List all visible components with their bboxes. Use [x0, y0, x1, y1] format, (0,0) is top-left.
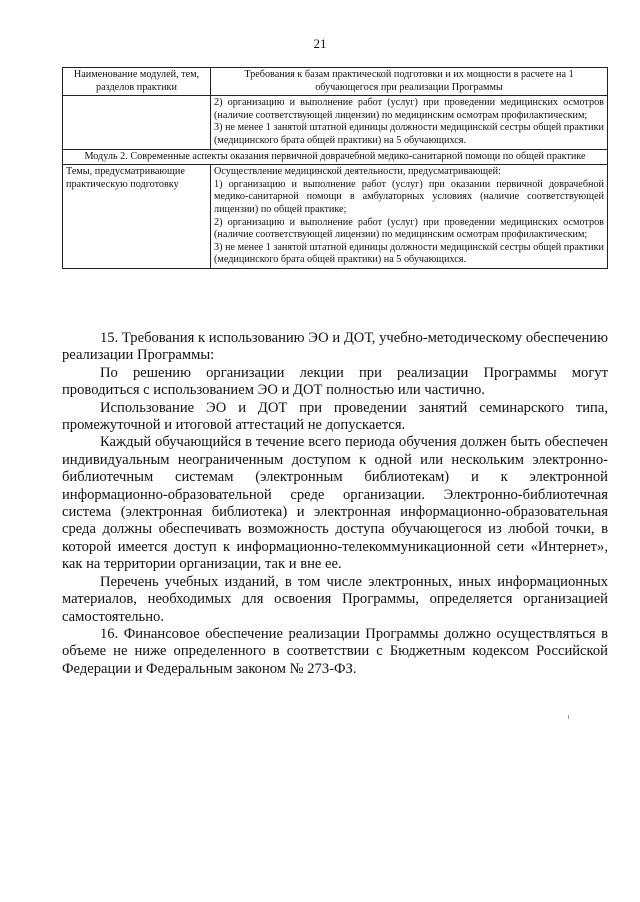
table-cell-topics: Темы, предусматривающие практическую подготовку: [63, 165, 211, 269]
body-text: [62, 330, 608, 678]
table-header-row: [63, 68, 608, 96]
requirement-item: 2) организацию и выполнение работ (услуг) при проведении медицинских осмотров (наличие соответствующей лицензии) по медицинским осмотрам профилактическим;: [214, 97, 604, 121]
requirement-intro: Осуществление медицинской деятельности, предусматривающей:: [214, 166, 501, 178]
requirement-item: 3) не менее 1 занятой штатной единицы должности медицинской сестры общей практики (медицинского брата общей практики) на 5 обучающихся.: [214, 122, 604, 146]
scan-mark: [568, 715, 569, 719]
paragraph: Перечень учебных изданий, в том числе электронных, иных информационных материалов, необходимых для освоения Программы, определяется организацией самостоятельно.: [62, 573, 608, 625]
requirement-item: 3) не менее 1 занятой штатной единицы должности медицинской сестры общей практики (медицинского брата общей практики) на 5 обучающихся.: [214, 241, 604, 266]
paragraph-16: 16. Финансовое обеспечение реализации Программы должно осуществляться в объеме не ниже определенного в соответствии с Бюджетным кодексом Российской Федерации и Федеральным законом № 273-ФЗ.: [62, 625, 608, 677]
module-row: [63, 149, 608, 165]
page-number: 21: [313, 36, 327, 51]
paragraph: По решению организации лекции при реализации Программы могут проводиться с использованием ЭО и ДОТ полностью или частично.: [62, 364, 608, 399]
table-cell-empty: [63, 96, 211, 149]
table-row: [63, 96, 608, 149]
header-requirements: Требования к базам практической подготовки и их мощности в расчете на 1 обучающегося при реализации Программы: [211, 68, 608, 96]
requirement-item: 1) организацию и выполнение работ (услуг) при оказании первичной доврачебной медико-санитарной помощи в амбулаторных условиях (наличие соответствующей лицензии) по общей практике;: [214, 178, 604, 215]
table-cell-requirements: [211, 165, 608, 269]
paragraph: Использование ЭО и ДОТ при проведении занятий семинарского типа, промежуточной и итоговой аттестаций не допускается.: [62, 399, 608, 434]
table-row: [63, 165, 608, 269]
header-modules: Наименование модулей, тем, разделов практики: [63, 68, 211, 96]
requirements-table: [62, 67, 608, 269]
table-cell-requirements: [211, 96, 608, 149]
paragraph: Каждый обучающийся в течение всего периода обучения должен быть обеспечен индивидуальным неограниченным доступом к одной или нескольким электронно-библиотечным системам (электронным библиотекам) и к электронной информационно-образовательной среде организации. Электронно-библиотечная система (электронная библиотека) и электронная информационно-образовательная среда должны обеспечивать возможность доступа обучающегося из любой точки, в которой имеется доступ к информационно-телекоммуникационной сети «Интернет», как на территории организации, так и вне ее.: [62, 434, 608, 573]
paragraph-15-heading: 15. Требования к использованию ЭО и ДОТ, учебно-методическому обеспечению реализации Программы:: [62, 330, 608, 364]
requirement-item: 2) организацию и выполнение работ (услуг) при проведении медицинских осмотров (наличие соответствующей лицензии) по медицинским осмотрам профилактическим;: [214, 216, 604, 241]
module-title: Модуль 2. Современные аспекты оказания первичной доврачебной медико-санитарной помощи по общей практике: [63, 149, 608, 165]
